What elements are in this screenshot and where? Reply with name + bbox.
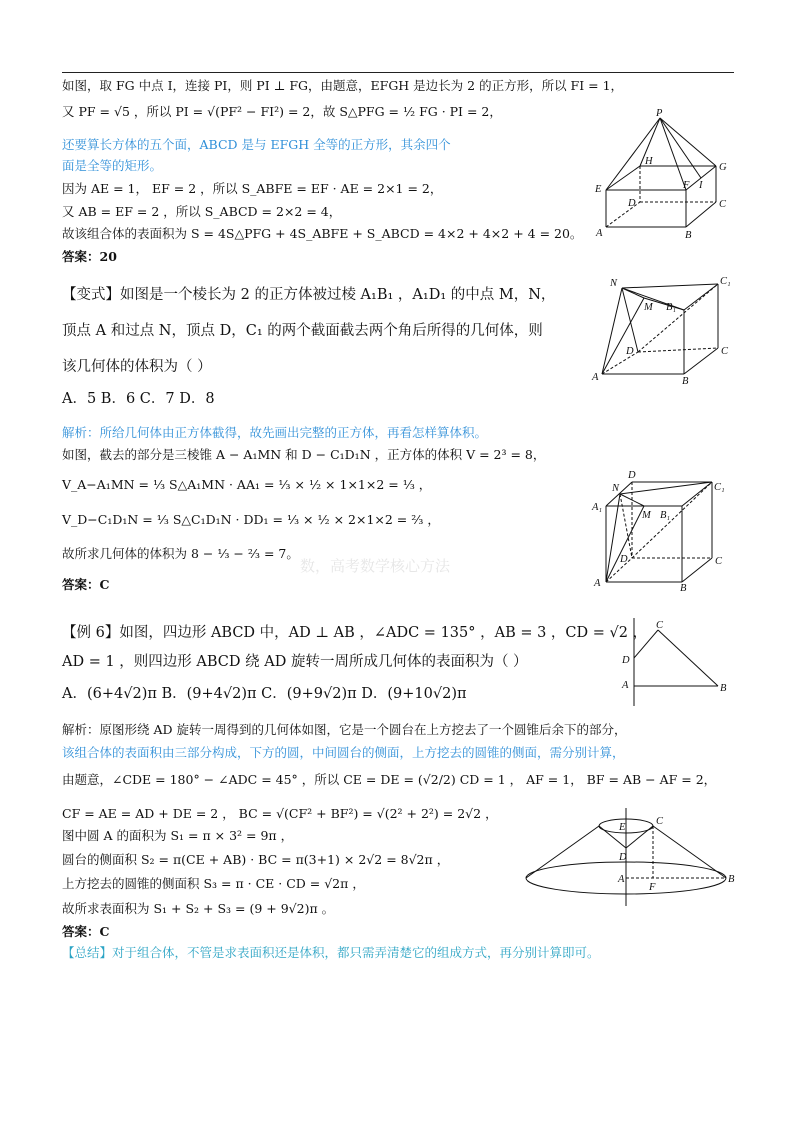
text-line: V_D−C₁D₁N = ⅓ S△C₁D₁N · DD₁ = ⅓ × ½ × 2×1×2 = ⅔ ，: [62, 512, 440, 527]
text-line: 因为 AE = 1， EF = 2 ，所以 S_ABFE = EF · AE = 2×1 = 2，: [62, 181, 443, 196]
point-label: B: [728, 874, 735, 885]
text-line: 故所求表面积为 S₁ + S₂ + S₃ = (9 + 9√2)π 。: [62, 901, 335, 916]
text-line: 还要算长方体的五个面，ABCD 是与 EFGH 全等的正方形，其余四个: [62, 137, 451, 152]
point-label: C: [656, 620, 664, 631]
figure-pyramid-box: [592, 108, 732, 242]
figure-frustum: [546, 808, 736, 908]
point-label: A: [592, 372, 599, 383]
text-line: AD = 1 ，则四边形 ABCD 绕 AD 旋转一周所成几何体的表面积为（ ）: [62, 654, 528, 670]
point-label: D: [622, 655, 630, 666]
point-label: G: [719, 162, 727, 173]
text-line: 由题意，∠CDE = 180° − ∠ADC = 45° ，所以 CE = DE = (√2/2) CD = 1 ， AF = 1， BF = AB − AF = 2，: [62, 772, 717, 787]
point-label: C₁: [714, 482, 725, 493]
point-label: F: [649, 882, 656, 893]
text-line: 故该组合体的表面积为 S = 4S△PFG + 4S_ABFE + S_ABCD = 4×2 + 4×2 + 4 = 20。: [62, 226, 583, 241]
point-label: D: [628, 198, 636, 209]
point-label: D: [626, 346, 634, 357]
watermark: 数，高考数学核心方法: [300, 557, 451, 575]
point-label: A: [596, 228, 603, 239]
point-label: C₁: [720, 276, 731, 287]
point-label: I: [699, 180, 703, 191]
point-label: B: [720, 683, 727, 694]
figure-full-cube: [590, 464, 732, 592]
answer-line: 答案：C: [62, 924, 110, 939]
text-line: 该组合体的表面积由三部分构成，下方的圆，中间圆台的侧面，上方挖去的圆锥的侧面，需分别计算，: [62, 745, 625, 760]
text-line: 该几何体的体积为（ ）: [62, 359, 212, 375]
point-label: B₁: [666, 302, 677, 313]
point-label: N: [610, 278, 618, 289]
header-rule: [62, 72, 734, 73]
text-line: 如图，取 FG 中点 I，连接 PI，则 PI ⊥ FG，由题意，EFGH 是边长为 2 的正方形，所以 FI = 1，: [62, 78, 624, 93]
point-label: F: [683, 180, 690, 191]
text-line: 故所求几何体的体积为 8 − ⅓ − ⅔ = 7。: [62, 546, 299, 561]
point-label: A: [622, 680, 629, 691]
point-label: D: [620, 554, 628, 565]
point-label: D: [628, 470, 636, 481]
point-label: C: [656, 816, 664, 827]
text-line: 上方挖去的圆锥的侧面积 S₃ = π · CE · CD = √2π ，: [62, 876, 365, 891]
text-line: 圆台的侧面积 S₂ = π(CE + AB) · BC = π(3+1) × 2√2 = 8√2π ，: [62, 852, 450, 867]
text-line: 解析：原图形绕 AD 旋转一周得到的几何体如图，它是一个圆台在上方挖去了一个圆锥后余下的部分，: [62, 722, 627, 737]
point-label: A₁: [592, 502, 603, 513]
text-line: 又 AB = EF = 2 ，所以 S_ABCD = 2×2 = 4，: [62, 204, 342, 219]
point-label: E: [595, 184, 602, 195]
options-line: A．(6+4√2)π B．(9+4√2)π C．(9+9√2)π D．(9+10√2)π: [62, 686, 467, 702]
text-line: CF = AE = AD + DE = 2 ， BC = √(CF² + BF²) = √(2² + 2²) = 2√2 ，: [62, 806, 498, 821]
point-label: B: [680, 583, 687, 594]
answer-line: 答案：C: [62, 577, 110, 592]
point-label: C: [715, 556, 723, 567]
text-line: 解析：所给几何体由正方体截得，故先画出完整的正方体，再看怎样算体积。: [62, 425, 488, 440]
text-line: 又 PF = √5 ，所以 PI = √(PF² − FI²) = 2，故 S△PFG = ½ FG · PI = 2，: [62, 104, 502, 119]
text-line: 图中圆 A 的面积为 S₁ = π × 3² = 9π ，: [62, 828, 294, 843]
point-label: A: [594, 578, 601, 589]
point-label: B: [682, 376, 689, 387]
point-label: B: [685, 230, 692, 241]
point-label: A: [618, 874, 625, 885]
text-line: V_A−A₁MN = ⅓ S△A₁MN · AA₁ = ⅓ × ½ × 1×1×2 = ⅓ ，: [62, 477, 432, 492]
text-line: 顶点 A 和过点 N，顶点 D，C₁ 的两个截面截去两个角后所得的几何体，则: [62, 323, 543, 339]
point-label: P: [656, 108, 663, 119]
point-label: M: [642, 510, 651, 521]
answer-line: 答案：20: [62, 249, 117, 264]
text-line: 【变式】如图是一个棱长为 2 的正方体被过棱 A₁B₁ ，A₁D₁ 的中点 M，N，: [62, 287, 556, 303]
text-line: 面是全等的矩形。: [62, 158, 163, 173]
point-label: D: [619, 852, 627, 863]
point-label: C: [721, 346, 729, 357]
figure-cut-cube: [592, 276, 732, 386]
figure-quadrilateral: [614, 616, 744, 708]
point-label: C: [719, 199, 727, 210]
point-label: E: [619, 822, 626, 833]
point-label: M: [644, 302, 653, 313]
point-label: H: [645, 156, 653, 167]
point-label: N: [612, 483, 620, 494]
point-label: B₁: [660, 510, 671, 521]
text-line: 【例 6】如图，四边形 ABCD 中，AD ⊥ AB ，∠ADC = 135° ，AB = 3 ，CD = √2 ，: [62, 625, 648, 641]
summary-line: 【总结】对于组合体，不管是求表面积还是体积，都只需弄清楚它的组成方式，再分别计算即可。: [62, 945, 600, 960]
options-line: A．5 B．6 C．7 D．8: [62, 391, 215, 407]
text-line: 如图，截去的部分是三棱锥 A − A₁MN 和 D − C₁D₁N ，正方体的体积 V = 2³ = 8，: [62, 447, 546, 462]
